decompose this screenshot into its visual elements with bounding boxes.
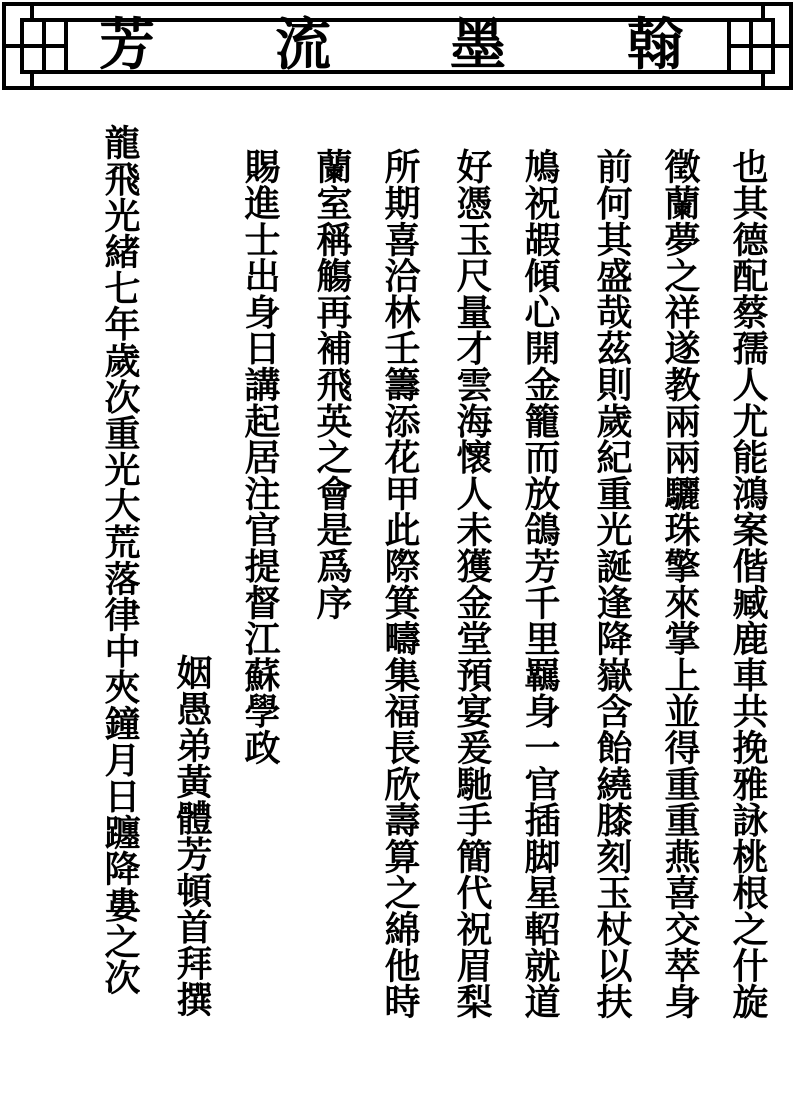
author-signature-column: 姻愚弟黃體芳頓首拜撰: [171, 654, 213, 1017]
text-column-4: 鳩祝嘏傾心開金籠而放鴿芳千里羈身一官插脚星軺就道: [519, 148, 561, 1020]
date-column: 龍飛光緒七年歲次重光大荒落律中夾鐘月日躔降婁之次: [99, 124, 141, 996]
text-column-2: 徵蘭夢之祥遂教兩兩驪珠擎來掌上並得重重燕喜交萃身: [659, 148, 701, 1020]
text-column-5: 好憑玉尺量才雲海懷人未獲金堂預宴爰馳手簡代祝眉梨: [451, 148, 493, 1020]
text-column-6: 所期喜洽林壬籌添花甲此際箕疇集福長欣壽算之綿他時: [379, 148, 421, 1020]
title-char-1: 芳: [99, 12, 155, 78]
title-char-3: 墨: [450, 12, 506, 78]
title-char-4: 翰: [627, 12, 683, 78]
title-char-2: 流: [275, 12, 331, 78]
text-column-3: 前何其盛哉茲則歲紀重光誕逢降嶽含飴繞膝刻玉杖以扶: [591, 148, 633, 1020]
text-column-7: 蘭室稱觴再補飛英之會是爲序: [311, 148, 353, 620]
author-title-column: 賜進士出身日講起居注官提督江蘇學政: [239, 148, 281, 766]
text-column-1: 也其德配蔡孺人尤能鴻案偕臧鹿車共挽雅詠桃根之什旋: [727, 148, 769, 1020]
